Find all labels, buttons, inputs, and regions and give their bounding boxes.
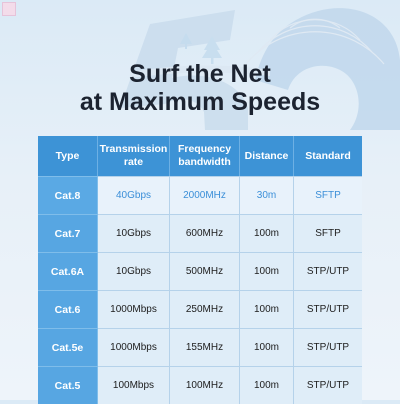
cell-rate: 10Gbps: [98, 214, 170, 252]
cell-frequency: 100MHz: [170, 366, 240, 404]
table-row: [38, 290, 362, 328]
cell-rate: 100Mbps: [98, 366, 170, 404]
table-header-row: [38, 136, 362, 176]
header-standard: Standard: [294, 136, 362, 176]
cell-rate: 40Gbps: [98, 176, 170, 214]
table-row: [38, 328, 362, 366]
cell-type: Cat.5: [38, 366, 98, 404]
table-row: [38, 214, 362, 252]
cell-distance: 100m: [240, 366, 294, 404]
table-row: [38, 252, 362, 290]
page-headline: [0, 60, 400, 116]
cell-standard: SFTP: [294, 176, 362, 214]
headline-line-1: Surf the Net: [129, 60, 271, 88]
header-transmission-rate: Transmission rate: [98, 136, 170, 176]
cell-frequency: 250MHz: [170, 290, 240, 328]
cell-type: Cat.8: [38, 176, 98, 214]
cell-distance: 100m: [240, 328, 294, 366]
table-row: [38, 176, 362, 214]
cell-type: Cat.5e: [38, 328, 98, 366]
cell-standard: STP/UTP: [294, 328, 362, 366]
cell-standard: STP/UTP: [294, 290, 362, 328]
header-distance: Distance: [240, 136, 294, 176]
cell-rate: 1000Mbps: [98, 290, 170, 328]
cell-frequency: 2000MHz: [170, 176, 240, 214]
cell-distance: 100m: [240, 290, 294, 328]
cell-standard: STP/UTP: [294, 366, 362, 404]
cell-type: Cat.6A: [38, 252, 98, 290]
cell-type: Cat.6: [38, 290, 98, 328]
table-row: [38, 366, 362, 404]
cable-spec-table-container: [38, 136, 362, 400]
header-frequency-bandwidth: Frequency bandwidth: [170, 136, 240, 176]
cell-standard: STP/UTP: [294, 252, 362, 290]
cell-rate: 10Gbps: [98, 252, 170, 290]
cell-frequency: 155MHz: [170, 328, 240, 366]
cell-distance: 100m: [240, 214, 294, 252]
cell-standard: SFTP: [294, 214, 362, 252]
headline-line-2: at Maximum Speeds: [79, 88, 321, 116]
header-type: Type: [38, 136, 98, 176]
cable-spec-table: [38, 136, 362, 404]
cell-type: Cat.7: [38, 214, 98, 252]
corner-marker: [2, 2, 16, 16]
cell-frequency: 500MHz: [170, 252, 240, 290]
cell-frequency: 600MHz: [170, 214, 240, 252]
cell-distance: 100m: [240, 252, 294, 290]
cell-distance: 30m: [240, 176, 294, 214]
cell-rate: 1000Mbps: [98, 328, 170, 366]
